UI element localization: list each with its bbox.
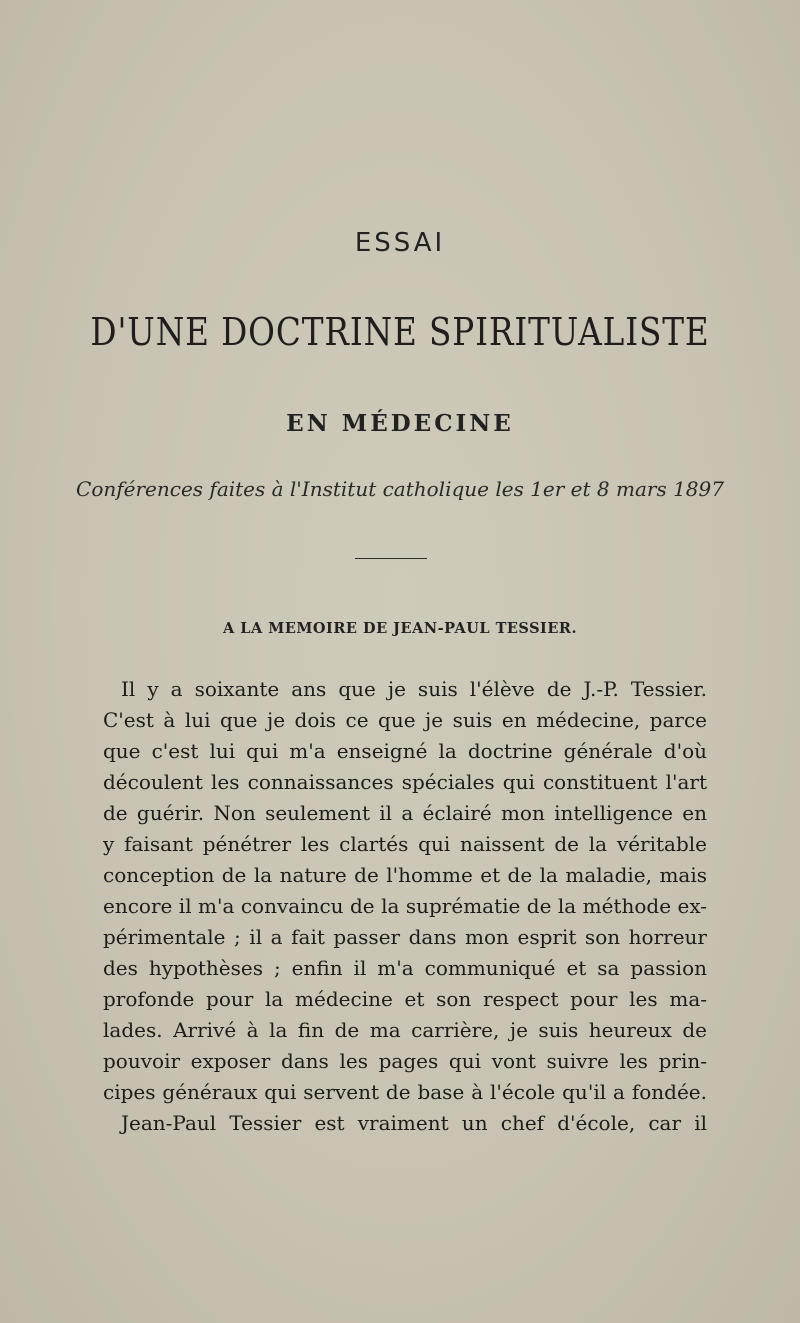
body-line: C'est à lui que je dois ce que je suis en médecine, parce xyxy=(103,708,707,732)
medecine-subtitle: EN MÉDECINE xyxy=(286,410,514,437)
body-line: que c'est lui qui m'a enseigné la doctrine générale d'où xyxy=(103,739,707,763)
dedication-line: A LA MEMOIRE DE JEAN-PAUL TESSIER. xyxy=(222,620,577,637)
body-line: découlent les connaissances spéciales qui constituent l'art xyxy=(103,770,707,794)
body-line: Jean-Paul Tessier est vraiment un chef d'école, car il xyxy=(121,1111,707,1135)
body-line: des hypothèses ; enfin il m'a communiqué et sa passion xyxy=(103,956,707,980)
body-line: conception de la nature de l'homme et de la maladie, mais xyxy=(103,863,707,887)
body-line: Il y a soixante ans que je suis l'élève de J.-P. Tessier. xyxy=(121,677,707,701)
essai-heading: ESSAI xyxy=(354,228,446,258)
body-line: pouvoir exposer dans les pages qui vont suivre les prin- xyxy=(103,1049,707,1073)
body-line: profonde pour la médecine et son respect pour les ma- xyxy=(103,987,707,1011)
body-line: lades. Arrivé à la fin de ma carrière, je suis heureux de xyxy=(103,1018,707,1042)
body-line: y faisant pénétrer les clartés qui naissent de la véritable xyxy=(103,832,707,856)
conferences-line: Conférences faites à l'Institut catholique les 1er et 8 mars 1897 xyxy=(76,477,724,501)
separator-rule xyxy=(355,558,427,559)
body-line: encore il m'a convaincu de la suprématie de la méthode ex- xyxy=(103,894,707,918)
body-paragraph xyxy=(103,674,707,1139)
doctrine-title: D'UNE DOCTRINE SPIRITUALISTE xyxy=(90,310,710,354)
body-line: de guérir. Non seulement il a éclairé mon intelligence en xyxy=(103,801,707,825)
body-line: cipes généraux qui servent de base à l'école qu'il a fondée. xyxy=(103,1080,707,1104)
body-line: périmentale ; il a fait passer dans mon esprit son horreur xyxy=(103,925,707,949)
